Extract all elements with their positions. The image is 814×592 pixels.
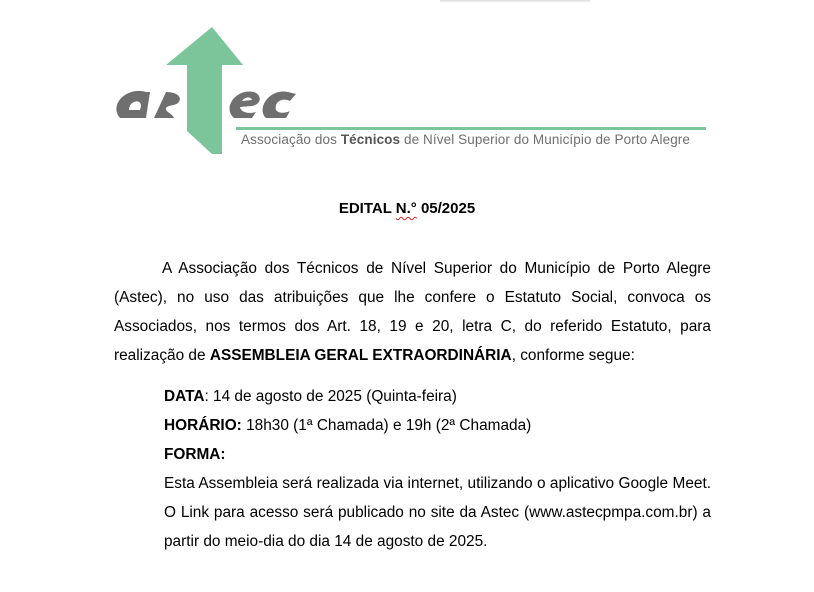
- date-label: DATA: [164, 388, 205, 405]
- spellcheck-marked-text: N.°: [395, 200, 417, 217]
- format-label: FORMA:: [164, 446, 226, 463]
- intro-bold-text: ASSEMBLEIA GERAL EXTRAORDINÁRIA: [209, 347, 512, 364]
- logo-t-shape: [166, 27, 243, 154]
- logo-tagline: [241, 132, 690, 147]
- date-line: [164, 382, 711, 411]
- tagline-part-1: Associação dos: [241, 132, 341, 147]
- astec-logo: [0, 0, 814, 170]
- tagline-part-2: de Nível Superior do Município de Porto Alegre: [400, 132, 691, 147]
- title-prefix: EDITAL: [338, 200, 396, 217]
- title-number: 05/2025: [416, 200, 476, 217]
- time-line: [164, 411, 711, 440]
- format-line: [164, 440, 711, 469]
- time-value: 18h30 (1ª Chamada) e 19h (2ª Chamada): [241, 417, 532, 434]
- format-description: Esta Assembleia será realizada via internet, utilizando o aplicativo Google Meet. O Link para acesso será publicado no site da Astec (www.astecpmpa.com.br) a partir do meio-dia do dia 14 de agosto de 2025.: [164, 475, 711, 550]
- date-value: : 14 de agosto de 2025 (Quinta-feira): [204, 388, 457, 405]
- intro-paragraph: [114, 254, 711, 370]
- meeting-details: [164, 382, 711, 556]
- time-label: HORÁRIO:: [164, 417, 242, 434]
- intro-text-end: , conforme segue:: [511, 347, 635, 364]
- logo-green-line: [236, 127, 706, 130]
- edital-title: [0, 200, 814, 217]
- tagline-bold: Técnicos: [340, 132, 401, 147]
- intro-text: A Associação dos Técnicos de Nível Superior do Município de Porto Alegre (Astec), no uso das atribuições que lhe confere o Estatuto Social, convoca os Associados, nos termos dos Art. 18, 19 e 20, letra C, do referido Estatuto, para realização de: [114, 260, 711, 364]
